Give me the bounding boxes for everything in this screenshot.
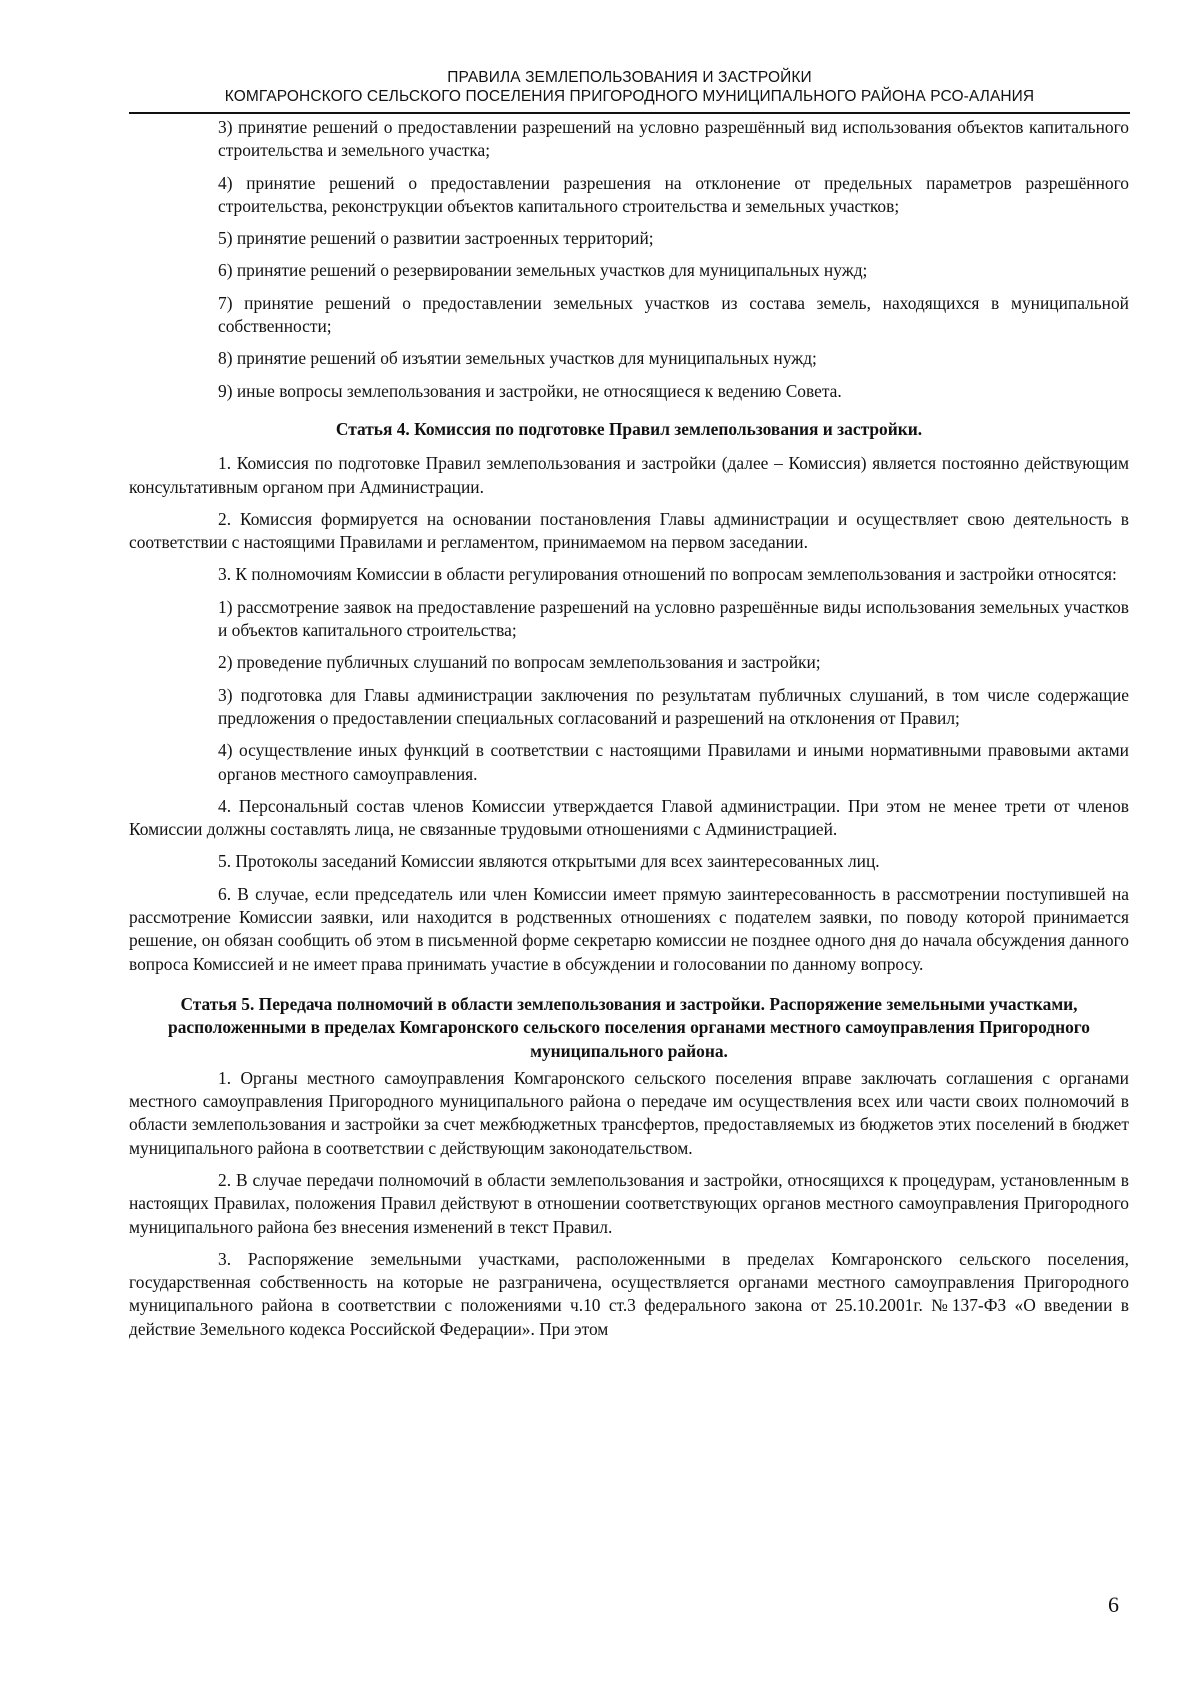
article-4-paragraph-3: 3. К полномочиям Комиссии в области регулирования отношений по вопросам землепользования и застройки относятся:	[218, 564, 1117, 585]
list-item: 2) проведение публичных слушаний по вопросам землепользования и застройки;	[218, 652, 821, 673]
header-title-line1: ПРАВИЛА ЗЕМЛЕПОЛЬЗОВАНИЯ И ЗАСТРОЙКИ	[447, 69, 812, 86]
list-item: 3) подготовка для Главы администрации заключения по результатам публичных слушаний, в том числе содержащие предложения о предоставлении специальных согласований и разрешений на отклонения от Правил;	[218, 684, 1129, 728]
list-item: 4) осуществление иных функций в соответствии с настоящими Правилами и иными нормативными правовыми актами органов местного самоуправления.	[218, 740, 1129, 784]
page-number: 6	[1108, 1592, 1119, 1617]
list-item: 1) рассмотрение заявок на предоставление разрешений на условно разрешённые виды использования земельных участков и объектов капитального строительства;	[218, 596, 1129, 641]
list-item: 9) иные вопросы землепользования и застройки, не относящиеся к ведению Совета.	[218, 380, 842, 401]
document-body	[129, 116, 1129, 1350]
document-header	[129, 68, 1130, 106]
article-4-paragraph-1: 1. Комиссия по подготовке Правил землепользования и застройки (далее – Комиссия) является постоянно действующим консультативным органом при Администрации.	[129, 453, 1129, 497]
list-item: 4) принятие решений о предоставлении разрешения на отклонение от предельных параметров разрешённого строительства, реконструкции объектов капитального строительства и земельных участков;	[218, 172, 1129, 216]
header-divider	[129, 112, 1130, 114]
article-5-heading: Статья 5. Передача полномочий в области землепользования и застройки. Распоряжение земельными участками, расположенными в пределах Комгаронского сельского поселения органами местного самоуправления Пригородного муниципального района.	[168, 993, 1090, 1061]
list-item: 8) принятие решений об изъятии земельных участков для муниципальных нужд;	[218, 348, 817, 369]
article-5-paragraph-3: 3. Распоряжение земельными участками, расположенными в пределах Комгаронского сельского поселения, государственная собственность на которые не разграничена, осуществляется органами местного самоуправления Пригородного муниципального района в соответствии с положениями ч.10 ст.3 федерального закона от 25.10.2001г. №137-ФЗ «О введении в действие Земельного кодекса Российской Федерации». При этом	[129, 1248, 1129, 1339]
article-5-paragraph-2: 2. В случае передачи полномочий в области землепользования и застройки, относящихся к процедурам, установленным в настоящих Правилах, положения Правил действуют в отношении соответствующих органов местного самоуправления Пригородного муниципального района без внесения изменений в текст Правил.	[129, 1169, 1129, 1237]
list-item: 5) принятие решений о развитии застроенных территорий;	[218, 228, 654, 249]
header-title-line2: КОМГАРОНСКОГО СЕЛЬСКОГО ПОСЕЛЕНИЯ ПРИГОРОДНОГО МУНИЦИПАЛЬНОГО РАЙОНА РСО-АЛАНИЯ	[224, 88, 1035, 105]
article-5-paragraph-1: 1. Органы местного самоуправления Комгаронского сельского поселения вправе заключать соглашения с органами местного самоуправления Пригородного муниципального района о передаче им осуществления всех или части своих полномочий в области землепользования и застройки за счет межбюджетных трансфертов, предоставляемых из бюджетов этих поселений в бюджет муниципального района в соответствии с действующим законодательством.	[129, 1067, 1129, 1158]
article-4-paragraph-6: 6. В случае, если председатель или член Комиссии имеет прямую заинтересованность в рассмотрении поступившей на рассмотрение Комиссии заявки, или находится в родственных отношениях с подателем заявки, по поводу которой принимается решение, он обязан сообщить об этом в письменной форме секретарю комиссии не позднее одного дня до начала обсуждения данного вопроса Комиссией и не имеет права принимать участие в обсуждении и голосовании по данному вопросу.	[129, 883, 1129, 974]
list-item: 3) принятие решений о предоставлении разрешений на условно разрешённый вид использования объектов капитального строительства и земельного участка;	[218, 117, 1129, 161]
article-4-paragraph-5: 5. Протоколы заседаний Комиссии являются открытыми для всех заинтересованных лиц.	[218, 851, 880, 872]
list-item: 7) принятие решений о предоставлении земельных участков из состава земель, находящихся в муниципальной собственности;	[218, 292, 1129, 337]
list-item: 6) принятие решений о резервировании земельных участков для муниципальных нужд;	[218, 260, 868, 281]
article-4-paragraph-4: 4. Персональный состав членов Комиссии утверждается Главой администрации. При этом не менее трети от членов Комиссии должны составлять лица, не связанные трудовыми отношениями с Администрацией.	[129, 795, 1129, 840]
article-4-paragraph-2: 2. Комиссия формируется на основании постановления Главы администрации и осуществляет свою деятельность в соответствии с настоящими Правилами и регламентом, принимаемом на первом заседании.	[129, 508, 1129, 553]
article-4-heading: Статья 4. Комиссия по подготовке Правил землепользования и застройки.	[335, 418, 923, 439]
